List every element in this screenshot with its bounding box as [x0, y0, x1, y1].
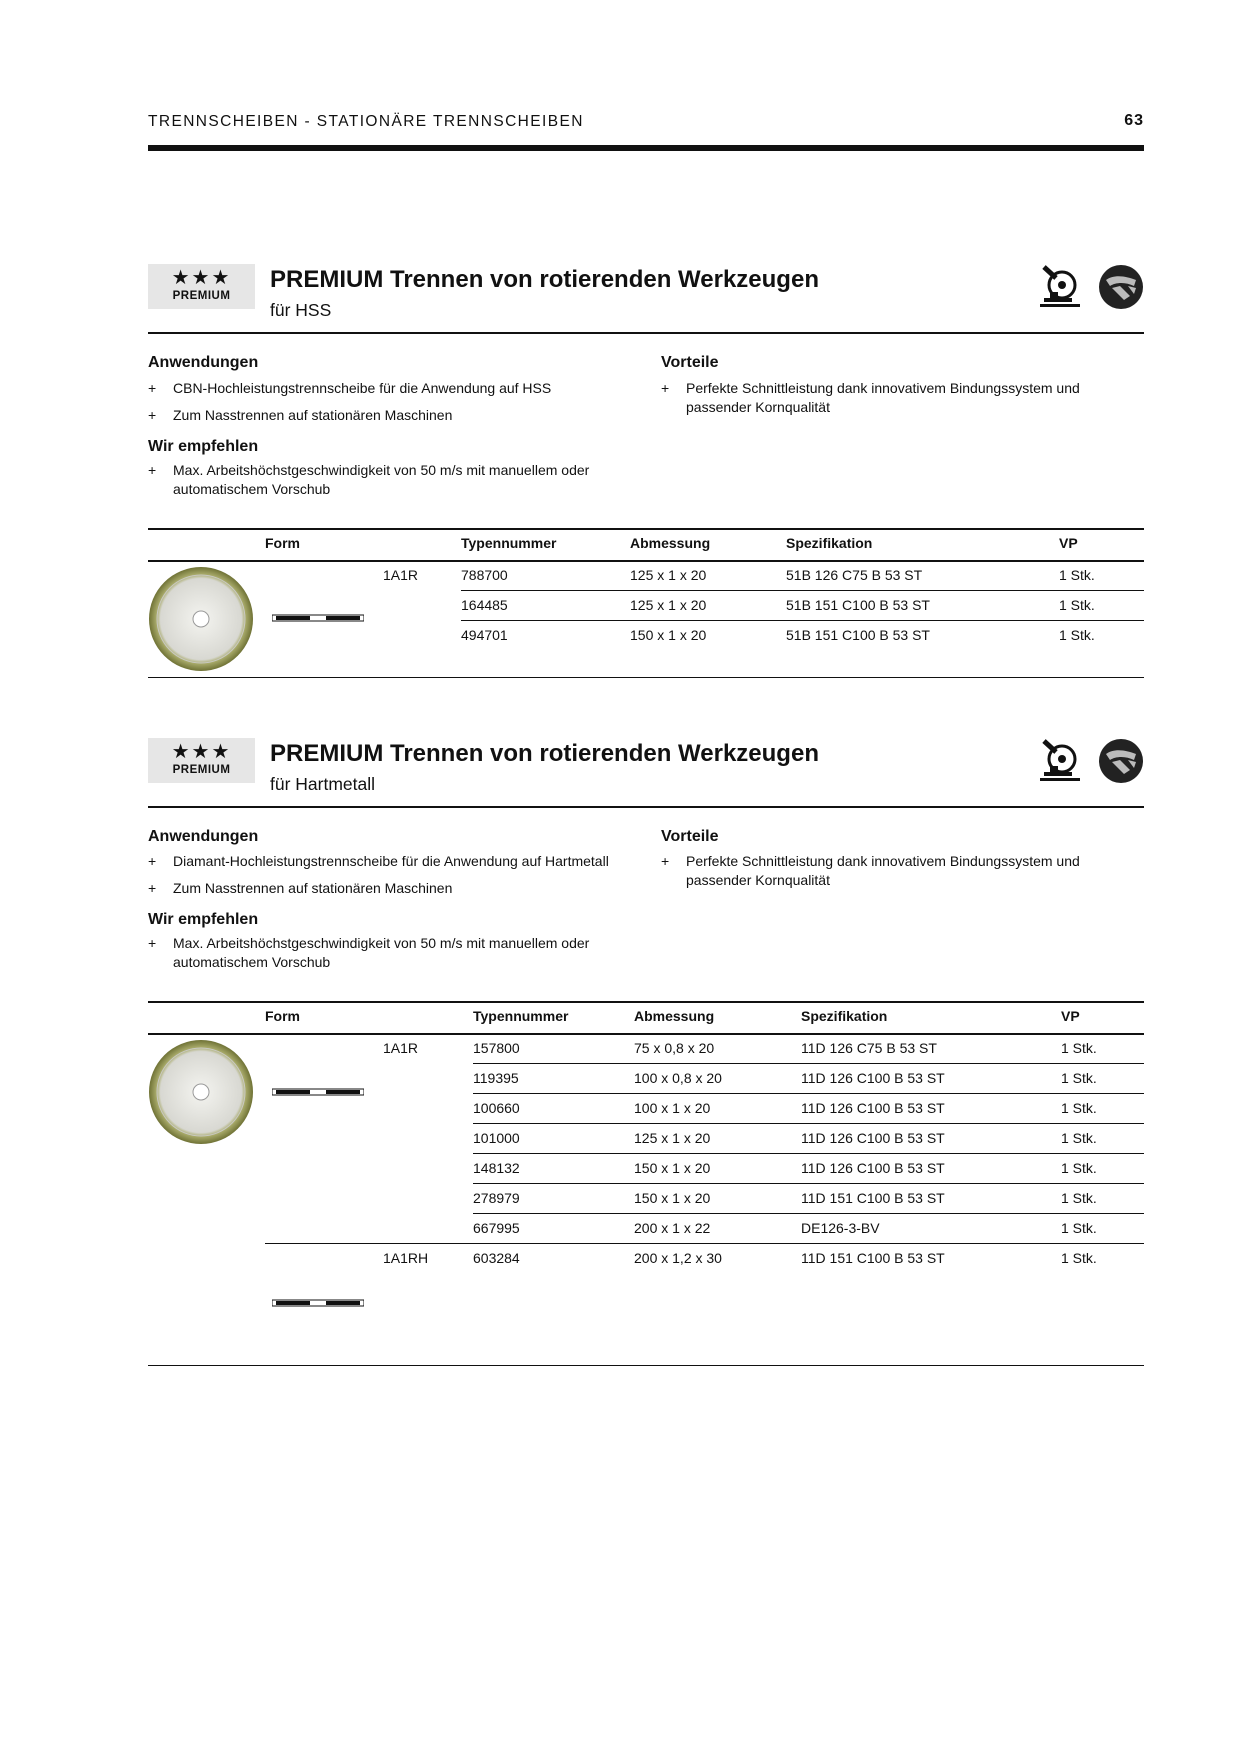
table-cell: 1 Stk.	[1061, 1040, 1097, 1056]
table-cell: 100 x 0,8 x 20	[634, 1070, 722, 1086]
table-bottom-rule	[148, 677, 1144, 678]
table-cell: 11D 126 C75 B 53 ST	[801, 1040, 937, 1056]
col-header-spezifikation: Spezifikation	[786, 535, 873, 551]
section-subtitle: für Hartmetall	[270, 774, 376, 794]
col-header-form: Form	[265, 1008, 300, 1024]
premium-label: PREMIUM	[172, 764, 231, 776]
row-divider	[461, 620, 1144, 621]
table-cell: 1 Stk.	[1061, 1100, 1097, 1116]
anwendungen-heading: Anwendungen	[148, 828, 259, 845]
disc-profile-drawing	[272, 1299, 364, 1307]
table-cell: 278979	[473, 1190, 520, 1206]
cutting-disc-image	[148, 1039, 254, 1145]
form-label: 1A1R	[383, 567, 419, 583]
table-cell: 1 Stk.	[1061, 1220, 1097, 1236]
table-cell: 100 x 1 x 20	[634, 1100, 711, 1116]
table-cell: 101000	[473, 1130, 520, 1146]
table-cell: 11D 126 C100 B 53 ST	[801, 1070, 945, 1086]
rating-stars: ★★★	[171, 741, 232, 763]
table-cell: 100660	[473, 1100, 520, 1116]
form-label: 1A1RH	[383, 1250, 429, 1266]
row-divider	[473, 1093, 1144, 1094]
col-header-typennummer: Typennummer	[473, 1008, 569, 1024]
vorteile-heading: Vorteile	[661, 354, 719, 371]
disc-profile-drawing	[272, 1088, 364, 1096]
row-divider	[473, 1183, 1144, 1184]
table-cell: 11D 126 C100 B 53 ST	[801, 1160, 945, 1176]
table-cell: 148132	[473, 1160, 520, 1176]
table-cell: 150 x 1 x 20	[634, 1160, 711, 1176]
table-header-rule	[148, 1033, 1144, 1035]
table-top-rule	[148, 1001, 1144, 1003]
table-cell: 1 Stk.	[1061, 1160, 1097, 1176]
table-cell: 125 x 1 x 20	[634, 1130, 711, 1146]
table-cell: DE126-3-BV	[801, 1220, 880, 1236]
premium-badge	[148, 738, 255, 783]
col-header-abmessung: Abmessung	[634, 1008, 715, 1024]
cutting-disc-icon	[1098, 738, 1144, 784]
table-cell: 11D 126 C100 B 53 ST	[801, 1100, 945, 1116]
table-cell: 157800	[473, 1040, 520, 1056]
table-cell: 119395	[473, 1070, 519, 1086]
table-bottom-rule	[148, 1365, 1144, 1366]
section-rule	[148, 332, 1144, 334]
col-header-spezifikation: Spezifikation	[801, 1008, 888, 1024]
col-header-abmessung: Abmessung	[630, 535, 711, 551]
col-header-form: Form	[265, 535, 300, 551]
row-divider	[473, 1153, 1144, 1154]
table-header-rule	[148, 560, 1144, 562]
disc-profile-drawing	[272, 614, 364, 622]
empfehlen-heading: Wir empfehlen	[148, 438, 259, 455]
table-cell: 11D 126 C100 B 53 ST	[801, 1130, 945, 1146]
rating-stars: ★★★	[171, 267, 232, 289]
section-title: PREMIUM Trennen von rotierenden Werkzeugen	[270, 740, 819, 767]
anwendungen-heading: Anwendungen	[148, 354, 259, 371]
row-divider	[473, 1063, 1144, 1064]
vorteile-heading: Vorteile	[661, 828, 719, 845]
header-rule	[148, 145, 1144, 151]
table-cell: 1 Stk.	[1061, 1070, 1097, 1086]
section-subtitle: für HSS	[270, 300, 332, 320]
stationary-saw-icon	[1038, 264, 1084, 310]
table-cell: 1 Stk.	[1061, 1190, 1097, 1206]
group-divider	[265, 1243, 1144, 1244]
table-cell: 11D 151 C100 B 53 ST	[801, 1190, 945, 1206]
cutting-disc-icon	[1098, 264, 1144, 310]
table-cell: 75 x 0,8 x 20	[634, 1040, 715, 1056]
page-number: 63	[1124, 112, 1144, 129]
premium-badge	[148, 264, 255, 309]
section-rule	[148, 806, 1144, 808]
table-cell: 667995	[473, 1220, 520, 1236]
empfehlen-heading: Wir empfehlen	[148, 911, 259, 928]
section-title: PREMIUM Trennen von rotierenden Werkzeugen	[270, 266, 819, 293]
table-top-rule	[148, 528, 1144, 530]
col-header-vp: VP	[1061, 1008, 1080, 1024]
table-cell: 150 x 1 x 20	[634, 1190, 711, 1206]
table-cell: 200 x 1 x 22	[634, 1220, 711, 1236]
row-divider	[473, 1213, 1144, 1214]
table-cell: 1 Stk.	[1061, 1130, 1097, 1146]
cutting-disc-image	[148, 566, 254, 672]
col-header-typennummer: Typennummer	[461, 535, 557, 551]
running-title: TRENNSCHEIBEN - STATIONÄRE TRENNSCHEIBEN	[148, 113, 584, 130]
premium-label: PREMIUM	[172, 290, 231, 302]
form-label: 1A1R	[383, 1040, 419, 1056]
row-divider	[473, 1123, 1144, 1124]
stationary-saw-icon	[1038, 738, 1084, 784]
col-header-vp: VP	[1059, 535, 1078, 551]
row-divider	[461, 590, 1144, 591]
